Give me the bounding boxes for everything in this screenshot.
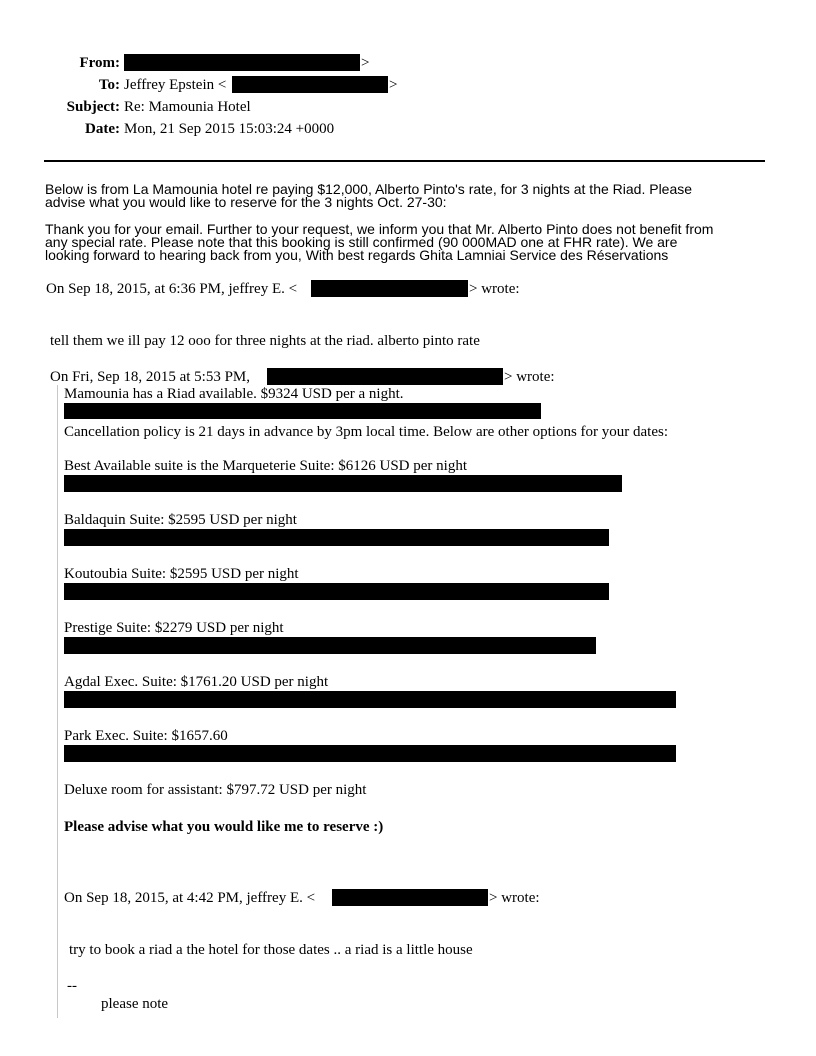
header-divider (44, 160, 765, 162)
header-date-row (0, 120, 420, 138)
to-label: To: (98, 77, 120, 93)
redacted-option-details (64, 637, 596, 654)
quote2-attribution-prefix: On Fri, Sep 18, 2015 at 5:53 PM, (50, 369, 251, 385)
intro-line-1: Below is from La Mamounia hotel re paying $12,000, Alberto Pinto's rate, for 3 nights at the Riad. Please (45, 181, 693, 197)
to-suffix: > (389, 77, 398, 93)
cancellation-policy: Cancellation policy is 21 days in advance by 3pm local time. Below are other options for your dates: (64, 424, 669, 440)
subject-value: Re: Mamounia Hotel (124, 99, 251, 115)
quote1-attribution-suffix: > wrote: (469, 281, 520, 297)
hotel-reply-line-3: looking forward to hearing back from you, With best regards Ghita Lamniai Service des Réservations (45, 247, 669, 263)
riad-availability: Mamounia has a Riad available. $9324 USD per a night. (64, 386, 404, 402)
intro-line-2: advise what you would like to reserve for the 3 nights Oct. 27-30: (45, 194, 447, 210)
date-value: Mon, 21 Sep 2015 15:03:24 +0000 (124, 121, 335, 137)
redacted-option-details (64, 475, 622, 492)
to-value: Jeffrey Epstein < (124, 77, 227, 93)
quote2-attribution-suffix: > wrote: (504, 369, 555, 385)
option-agdal: Agdal Exec. Suite: $1761.20 USD per night (64, 674, 329, 690)
quote3-attribution-suffix: > wrote: (489, 890, 540, 906)
quote3-attribution-prefix: On Sep 18, 2015, at 4:42 PM, jeffrey E. < (64, 890, 316, 906)
header-from-row (0, 54, 400, 72)
signature-separator: -- (67, 978, 77, 994)
redacted-from-address (124, 54, 360, 71)
redacted-option-details (64, 529, 609, 546)
option-marqueterie: Best Available suite is the Marqueterie Suite: $6126 USD per night (64, 458, 467, 474)
hotel-reply-line-2: any special rate. Please note that this booking is still confirmed (90 000MAD one at FHR rate). We are (45, 234, 678, 250)
redacted-option-details (64, 691, 676, 708)
redacted-option-details (64, 745, 676, 762)
signature-note: please note (101, 996, 169, 1012)
header-subject-row (0, 98, 420, 116)
quote1-attribution-prefix: On Sep 18, 2015, at 6:36 PM, jeffrey E. < (46, 281, 298, 297)
option-baldaquin: Baldaquin Suite: $2595 USD per night (64, 512, 297, 528)
hotel-reply-line-1: Thank you for your email. Further to your request, we inform you that Mr. Alberto Pinto does not benefit from (45, 221, 714, 237)
option-prestige: Prestige Suite: $2279 USD per night (64, 620, 284, 636)
advise-request: Please advise what you would like me to reserve :) (64, 819, 384, 835)
from-label: From: (79, 55, 120, 71)
redacted-option-details (64, 583, 609, 600)
option-park: Park Exec. Suite: $1657.60 (64, 728, 228, 744)
quote3-body: try to book a riad a the hotel for those dates .. a riad is a little house (69, 942, 473, 958)
quote1-body: tell them we ill pay 12 ooo for three nights at the riad. alberto pinto rate (50, 333, 480, 349)
redacted-quote1-email (311, 280, 468, 297)
header-to-row (0, 76, 420, 94)
redacted-quote2-email (267, 368, 503, 385)
redacted-to-address (232, 76, 388, 93)
quote-indent-bar (57, 385, 58, 1018)
option-koutoubia: Koutoubia Suite: $2595 USD per night (64, 566, 299, 582)
redacted-riad-details (64, 403, 541, 419)
redacted-quote3-email (332, 889, 488, 906)
subject-label: Subject: (66, 99, 120, 115)
from-suffix: > (361, 55, 370, 71)
date-label: Date: (85, 121, 120, 137)
deluxe-room: Deluxe room for assistant: $797.72 USD per night (64, 782, 367, 798)
